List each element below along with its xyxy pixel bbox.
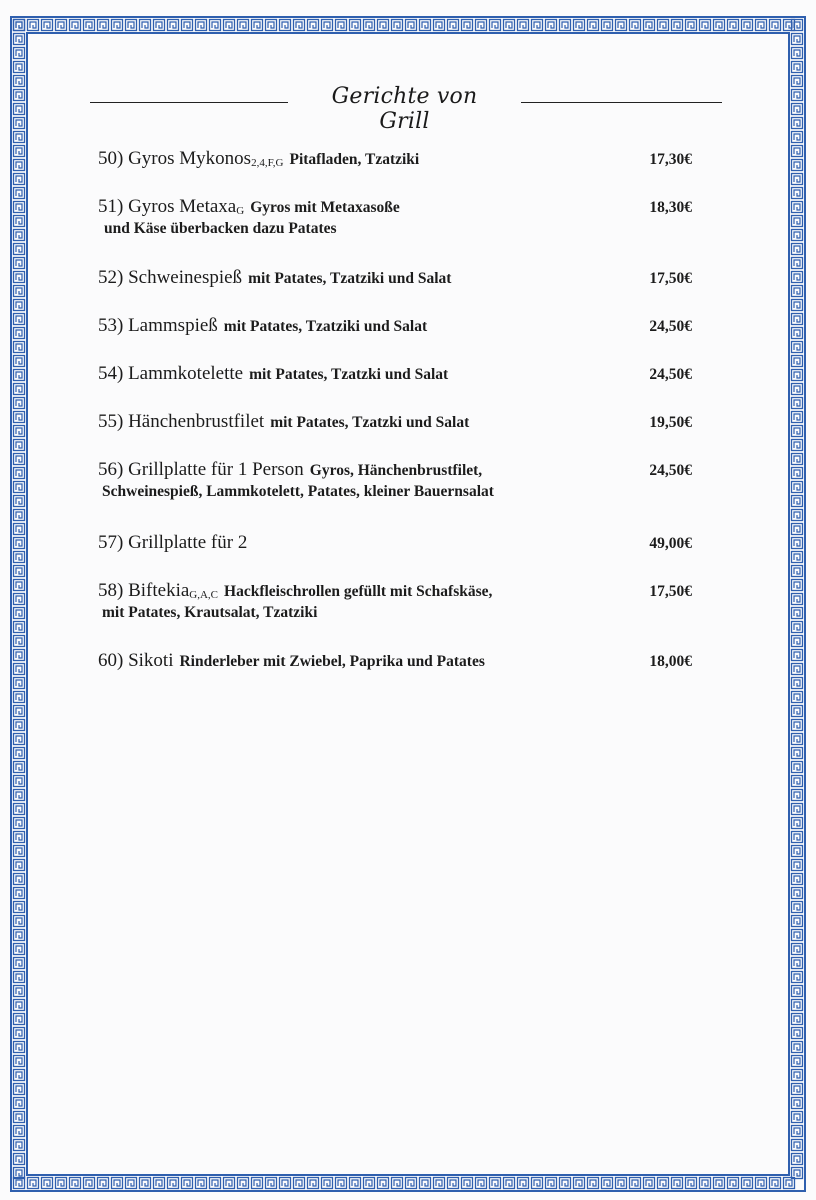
border-pattern-top (12, 18, 804, 32)
menu-item (98, 196, 698, 238)
dish-description: Hackfleischrollen gefüllt mit Schafskäse, (224, 583, 493, 600)
menu-item (98, 650, 698, 672)
menu-item (98, 532, 698, 554)
dish-name: 57) Grillplatte für 2 (98, 532, 248, 553)
menu-item (98, 363, 698, 385)
menu-item (98, 267, 698, 289)
menu-item (98, 459, 698, 501)
dish-description: Gyros, Hänchenbrustfilet, (309, 462, 483, 479)
dish-price: 49,00€ (649, 535, 692, 552)
dish-price: 17,50€ (649, 583, 692, 600)
dish-description: mit Patates, Tzatzki und Salat (270, 414, 470, 431)
dish-name: 60) Sikoti (98, 650, 174, 671)
menu-item-line (98, 650, 698, 672)
title-rule-right (521, 102, 722, 103)
dish-description: mit Patates, Tzatziki und Salat (223, 318, 428, 335)
dish-name: 51) Gyros Metaxa (98, 196, 237, 217)
dish-name: 56) Grillplatte für 1 Person (98, 459, 304, 480)
dish-price: 17,50€ (649, 270, 692, 287)
section-title: Gerichte von Grill (331, 84, 478, 134)
menu-item-line (98, 459, 698, 481)
dish-name: 50) Gyros Mykonos (98, 148, 252, 169)
dish-price: 19,50€ (649, 414, 692, 431)
menu-item-line (98, 315, 698, 337)
dish-price: 24,50€ (649, 462, 692, 479)
dish-description: Rinderleber mit Zwiebel, Paprika und Patates (179, 653, 485, 670)
dish-name: 55) Hänchenbrustfilet (98, 411, 265, 432)
menu-item-line (98, 532, 698, 554)
dish-price: 24,50€ (649, 366, 692, 383)
menu-item (98, 148, 698, 170)
section-header (90, 84, 722, 134)
menu-item-line (98, 196, 698, 218)
border-pattern-left (12, 18, 26, 1190)
dish-description-continued: Schweinespieß, Lammkotelett, Patates, kleiner Bauernsalat (102, 483, 494, 500)
menu-item-line (98, 580, 698, 602)
dish-description: Pitafladen, Tzatziki (289, 151, 420, 168)
dish-description-continued: mit Patates, Krautsalat, Tzatziki (102, 604, 318, 621)
dish-name: 58) Biftekia (98, 580, 190, 601)
dish-description: mit Patates, Tzatzki und Salat (249, 366, 449, 383)
allergen-codes: G (236, 205, 245, 217)
menu-item-line (98, 267, 698, 289)
menu-item (98, 580, 698, 622)
allergen-codes: G,A,C (189, 589, 219, 601)
border-pattern-bottom (12, 1176, 804, 1190)
dish-price: 17,30€ (649, 151, 692, 168)
menu-item-line (98, 363, 698, 385)
dish-description: mit Patates, Tzatziki und Salat (248, 270, 452, 287)
dish-price: 18,30€ (649, 199, 692, 216)
title-rule-left (90, 102, 288, 103)
menu-item (98, 411, 698, 433)
menu-item-line (98, 148, 698, 170)
border-pattern-right (790, 18, 804, 1190)
dish-name: 53) Lammspieß (98, 315, 218, 336)
dish-price: 18,00€ (649, 653, 692, 670)
menu-item-line (98, 411, 698, 433)
dish-name: 52) Schweinespieß (98, 267, 243, 288)
dish-name: 54) Lammkotelette (98, 363, 244, 384)
menu-item (98, 315, 698, 337)
dish-description: Gyros mit Metaxasoße (250, 199, 400, 216)
dish-description-continued: und Käse überbacken dazu Patates (104, 220, 337, 237)
allergen-codes: 2,4,F,G (251, 157, 284, 169)
dish-price: 24,50€ (649, 318, 692, 335)
